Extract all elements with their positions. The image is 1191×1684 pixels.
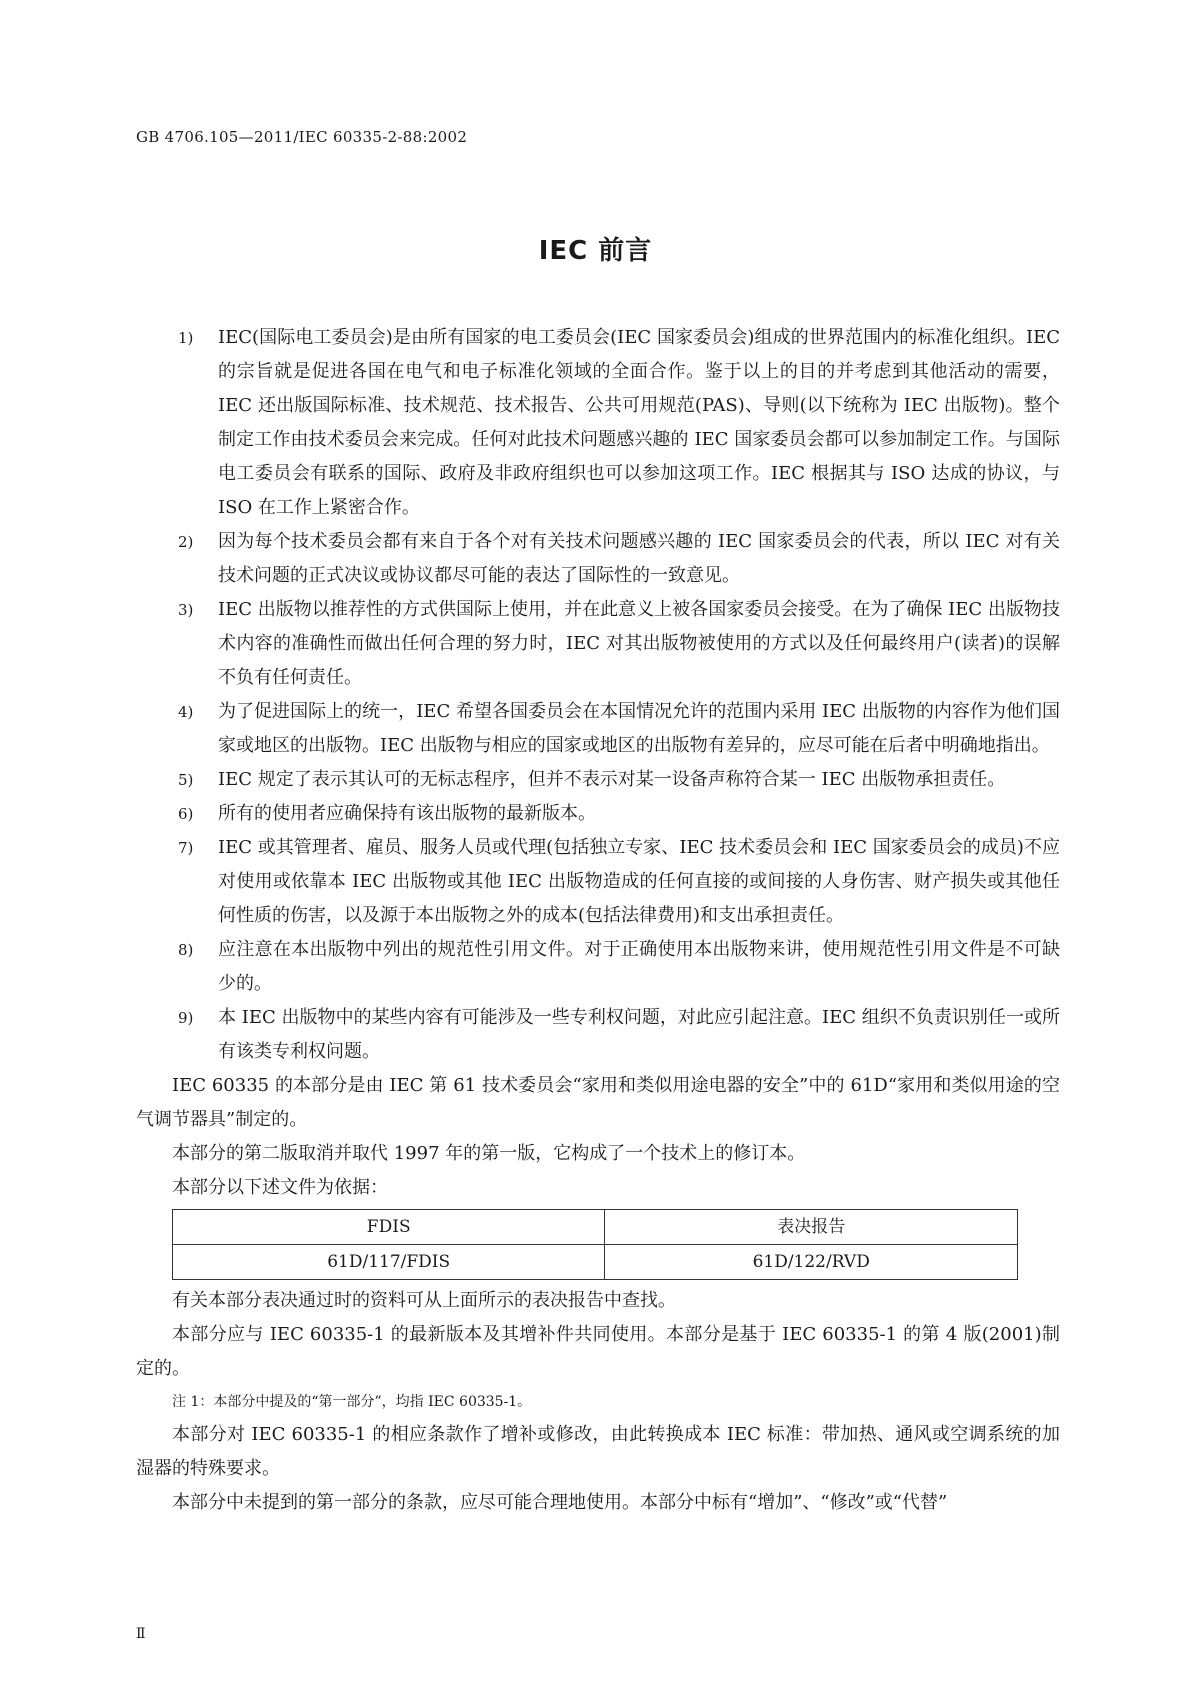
list-item-text: 所有的使用者应确保持有该出版物的最新版本。 xyxy=(218,803,596,824)
paragraph: 本部分应与 IEC 60335-1 的最新版本及其增补件共同使用。本部分是基于 IEC 60335-1 的第 4 版(2001)制定的。 xyxy=(136,1324,1060,1379)
list-item xyxy=(136,593,1060,695)
list-item xyxy=(136,1001,1060,1069)
list-item xyxy=(136,525,1060,593)
table-cell: 61D/117/FDIS xyxy=(173,1245,605,1280)
list-item xyxy=(136,763,1060,797)
paragraph: 本部分中未提到的第一部分的条款，应尽可能合理地使用。本部分中标有“增加”、“修改”或“代替” xyxy=(172,1492,948,1513)
document-body xyxy=(136,321,1060,1520)
list-item xyxy=(136,797,1060,831)
paragraph: 有关本部分表决通过时的资料可从上面所示的表决报告中查找。 xyxy=(172,1290,676,1311)
paragraph: IEC 60335 的本部分是由 IEC 第 61 技术委员会“家用和类似用途电器的安全”中的 61D“家用和类似用途的空气调节器具”制定的。 xyxy=(136,1075,1060,1130)
table-header-cell: 表决报告 xyxy=(605,1210,1018,1245)
list-item-number: 6) xyxy=(178,805,194,823)
page-number: Ⅱ xyxy=(136,1626,146,1642)
list-item-text: IEC 规定了表示其认可的无标志程序，但并不表示对某一设备声称符合某一 IEC 出版物承担责任。 xyxy=(218,769,1006,790)
list-item-text: 为了促进国际上的统一，IEC 希望各国委员会在本国情况允许的范围内采用 IEC 出版物的内容作为他们国家或地区的出版物。IEC 出版物与相应的国家或地区的出版物有差异的，应尽可能在后者中明确地指出。 xyxy=(218,701,1060,756)
list-item-number: 1) xyxy=(178,329,194,347)
table-header-row xyxy=(173,1210,1018,1245)
list-item-text: IEC 或其管理者、雇员、服务人员或代理(包括独立专家、IEC 技术委员会和 IEC 国家委员会的成员)不应对使用或依靠本 IEC 出版物或其他 IEC 出版物造成的任何直接的或间接的人身伤害、财产损失或其他任何性质的伤害，以及源于本出版物之外的成本(包括法律费用)和支出承担责任。 xyxy=(218,837,1060,926)
document-header: GB 4706.105—2011/IEC 60335-2-88:2002 xyxy=(136,128,468,146)
list-item xyxy=(136,321,1060,525)
list-item-number: 4) xyxy=(178,703,194,721)
paragraph: 本部分对 IEC 60335-1 的相应条款作了增补或修改，由此转换成本 IEC 标准：带加热、通风或空调系统的加湿器的特殊要求。 xyxy=(136,1424,1060,1479)
paragraph: 本部分的第二版取消并取代 1997 年的第一版，它构成了一个技术上的修订本。 xyxy=(172,1143,806,1164)
list-item-number: 7) xyxy=(178,839,194,857)
list-item-number: 8) xyxy=(178,941,194,959)
list-item-text: 因为每个技术委员会都有来自于各个对有关技术问题感兴趣的 IEC 国家委员会的代表，所以 IEC 对有关技术问题的正式决议或协议都尽可能的表达了国际性的一致意见。 xyxy=(218,531,1060,586)
list-item xyxy=(136,695,1060,763)
list-item xyxy=(136,933,1060,1001)
page-title: IEC 前言 xyxy=(538,236,653,266)
list-item-number: 2) xyxy=(178,533,194,551)
basis-table xyxy=(172,1209,1018,1280)
list-item-text: IEC 出版物以推荐性的方式供国际上使用，并在此意义上被各国家委员会接受。在为了确保 IEC 出版物技术内容的准确性而做出任何合理的努力时，IEC 对其出版物被使用的方式以及任何最终用户(读者)的误解不负有任何责任。 xyxy=(218,599,1060,688)
paragraph: 本部分以下述文件为依据： xyxy=(172,1177,388,1198)
table-header-cell: FDIS xyxy=(173,1210,605,1245)
list-item-text: IEC(国际电工委员会)是由所有国家的电工委员会(IEC 国家委员会)组成的世界范围内的标准化组织。IEC 的宗旨就是促进各国在电气和电子标准化领域的全面合作。鉴于以上的目的并考虑到其他活动的需要，IEC 还出版国际标准、技术规范、技术报告、公共可用规范(PAS)、导则(以下统称为 IEC 出版物)。整个制定工作由技术委员会来完成。任何对此技术问题感兴趣的 IEC 国家委员会都可以参加制定工作。与国际电工委员会有联系的国际、政府及非政府组织也可以参加这项工作。IEC 根据其与 ISO 达成的协议，与 ISO 在工作上紧密合作。 xyxy=(218,327,1060,518)
table-row xyxy=(173,1245,1018,1280)
list-item-text: 本 IEC 出版物中的某些内容有可能涉及一些专利权问题，对此应引起注意。IEC 组织不负责识别任一或所有该类专利权问题。 xyxy=(218,1007,1060,1062)
list-item-text: 应注意在本出版物中列出的规范性引用文件。对于正确使用本出版物来讲，使用规范性引用文件是不可缺少的。 xyxy=(218,939,1060,994)
list-item-number: 3) xyxy=(178,601,194,619)
list-item-number: 9) xyxy=(178,1009,194,1027)
list-item-number: 5) xyxy=(178,771,194,789)
list-item xyxy=(136,831,1060,933)
table-cell: 61D/122/RVD xyxy=(605,1245,1018,1280)
note: 注 1：本部分中提及的“第一部分”，均指 IEC 60335-1。 xyxy=(172,1394,532,1410)
